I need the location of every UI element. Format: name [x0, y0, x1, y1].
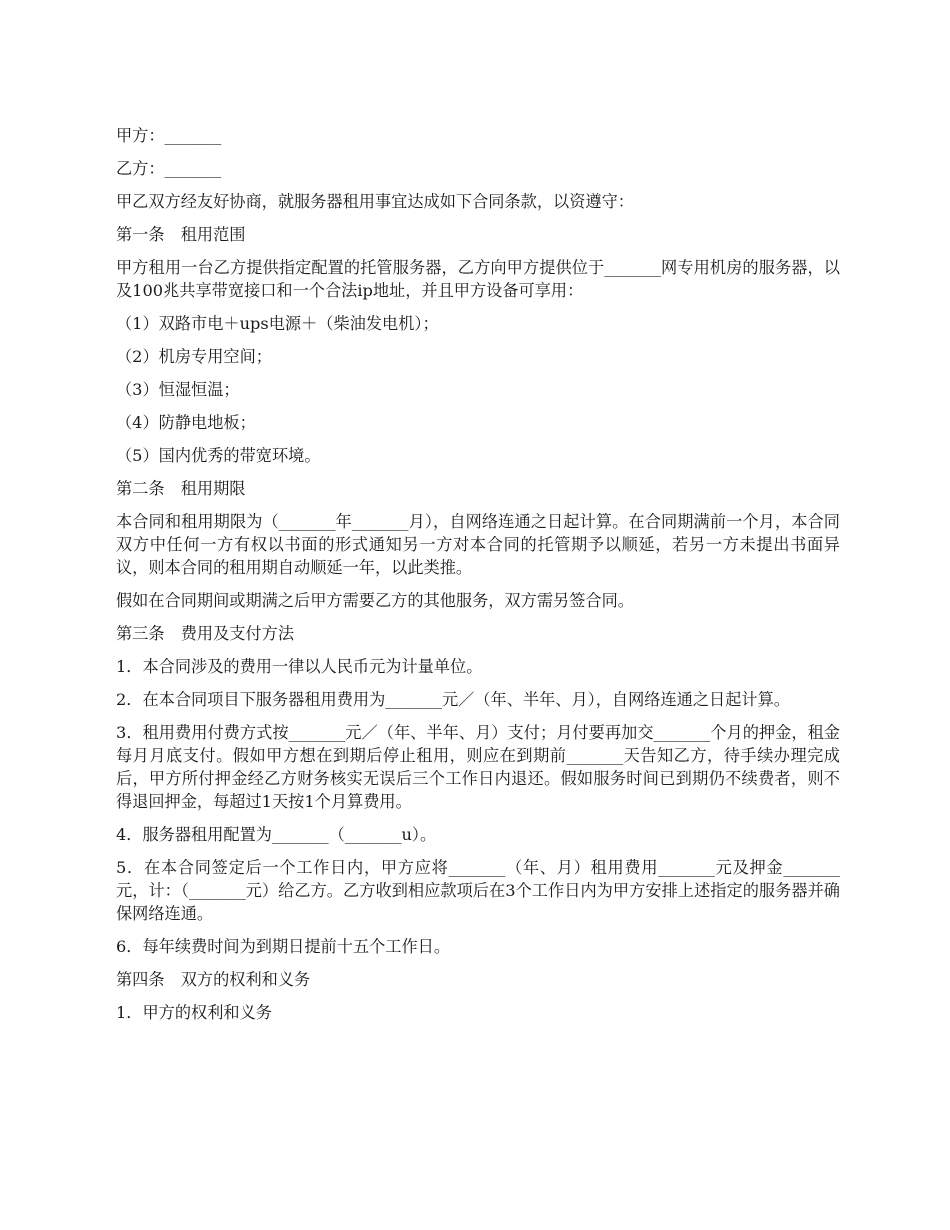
list-item: （5）国内优秀的带宽环境。 [116, 446, 321, 465]
article-1-heading: 第一条 租用范围 [116, 225, 246, 244]
party-b-line: 乙方：_______ [116, 159, 222, 178]
clause-item: 2．在本合同项目下服务器租用费用为_______元／（年、半年、月），自网络连通之日起计算。 [116, 690, 790, 709]
article-3-heading: 第三条 费用及支付方法 [116, 624, 295, 643]
list-item: （3）恒湿恒温； [116, 380, 240, 399]
article-4-heading: 第四条 双方的权利和义务 [116, 970, 311, 989]
list-item: （4）防静电地板； [116, 413, 256, 432]
clause-item: 1．甲方的权利和义务 [116, 1003, 272, 1022]
clause-item: 1．本合同涉及的费用一律以人民币元为计量单位。 [116, 657, 483, 676]
list-item: （2）机房专用空间； [116, 347, 272, 366]
article-2-note: 假如在合同期间或期满之后甲方需要乙方的其他服务，双方需另签合同。 [116, 591, 634, 610]
list-item: （1）双路市电＋ups电源＋（柴油发电机）； [116, 314, 439, 333]
preamble: 甲乙双方经友好协商，就服务器租用事宜达成如下合同条款，以资遵守： [116, 192, 634, 211]
article-2-body: 本合同和租用期限为（_______年_______月），自网络连通之日起计算。在合同期满前一个月，本合同双方中任何一方有权以书面的形式通知另一方对本合同的托管期予以顺延，若另一方未提出书面异议，则本合同的租用期自动顺延一年，以此类推。 [116, 512, 840, 577]
clause-item: 4．服务器租用配置为_______（_______u）。 [116, 825, 437, 844]
clause-item: 6．每年续费时间为到期日提前十五个工作日。 [116, 937, 451, 956]
clause-item: 3．租用费用付费方式按_______元／（年、半年、月）支付；月付要再加交_______个月的押金，租金每月月底支付。假如甲方想在到期后停止租用，则应在到期前_______天告知乙方，待手续办理完成后，甲方所付押金经乙方财务核实无误后三个工作日内退还。假如服务时间已到期仍不续费者，则不得退回押金，每超过1天按1个月算费用。 [116, 723, 840, 811]
clause-item: 5．在本合同签定后一个工作日内，甲方应将_______（年、月）租用费用_______元及押金_______元，计：（_______元）给乙方。乙方收到相应款项后在3个工作日内为甲方安排上述指定的服务器并确保网络连通。 [116, 858, 840, 923]
party-a-line: 甲方：_______ [116, 126, 222, 145]
article-1-body: 甲方租用一台乙方提供指定配置的托管服务器，乙方向甲方提供位于_______网专用机房的服务器，以及100兆共享带宽接口和一个合法ip地址，并且甲方设备可享用： [116, 258, 840, 300]
article-2-heading: 第二条 租用期限 [116, 479, 246, 498]
